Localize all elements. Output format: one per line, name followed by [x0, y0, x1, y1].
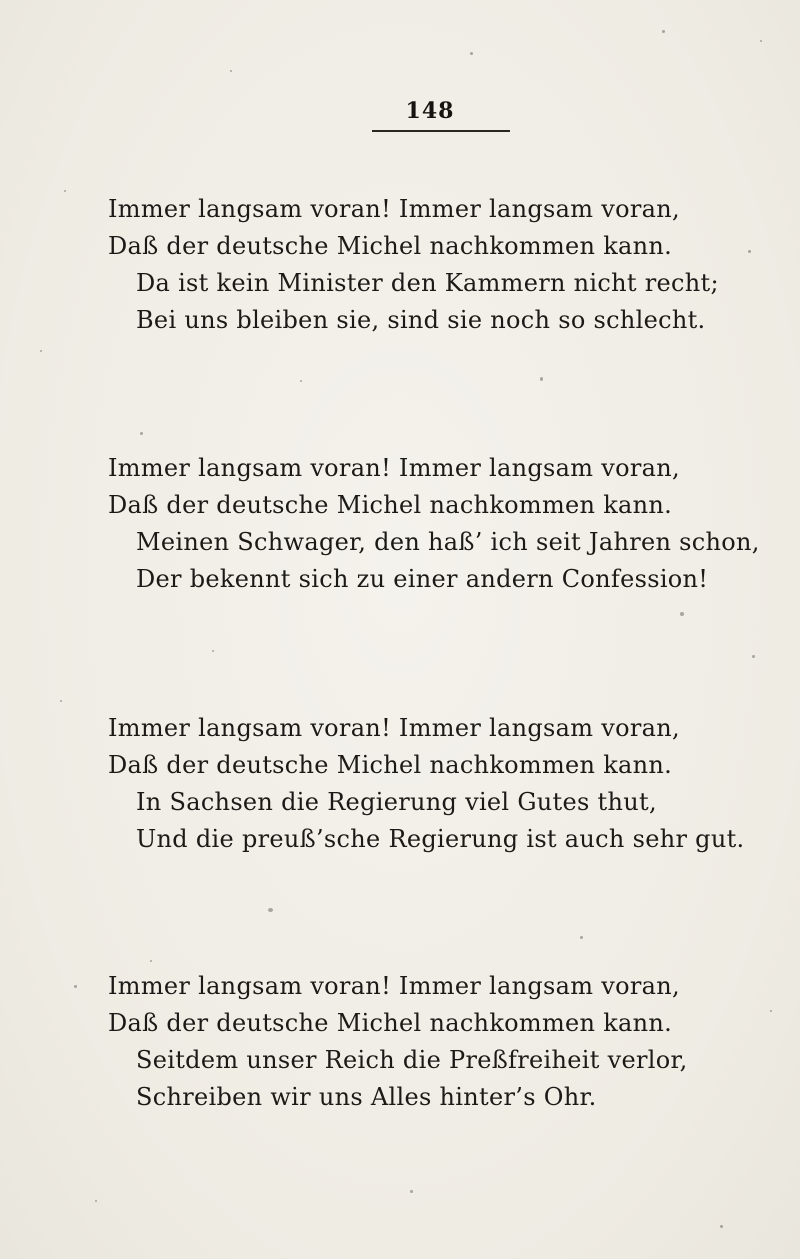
stanza	[108, 710, 778, 858]
paper-speck	[300, 380, 302, 382]
stanza	[108, 450, 778, 598]
stanza	[108, 191, 778, 339]
verse-line: Bei uns bleiben sie, sind sie noch so schlecht.	[136, 306, 706, 334]
paper-speck	[212, 650, 214, 652]
verse-line: Immer langsam voran! Immer langsam voran,	[108, 195, 680, 223]
paper-speck	[268, 908, 273, 912]
verse-line: Seitdem unser Reich die Preßfreiheit verlor,	[136, 1046, 688, 1074]
paper-speck	[410, 1190, 413, 1193]
paper-speck	[40, 350, 42, 352]
verse-line: Immer langsam voran! Immer langsam voran,	[108, 972, 680, 1000]
paper-speck	[140, 432, 143, 435]
paper-speck	[662, 30, 665, 33]
paper-speck	[64, 190, 66, 192]
paper-speck	[470, 52, 473, 55]
page-number: 148	[405, 98, 455, 124]
verse-line: Da ist kein Minister den Kammern nicht recht;	[136, 269, 719, 297]
paper-speck	[230, 70, 232, 72]
verse-line: Immer langsam voran! Immer langsam voran,	[108, 454, 680, 482]
verse-line: Immer langsam voran! Immer langsam voran,	[108, 714, 680, 742]
paper-speck	[95, 1200, 97, 1202]
paper-speck	[720, 1225, 723, 1228]
paper-speck	[150, 960, 152, 962]
page-number-rule	[372, 130, 510, 132]
verse-line: Daß der deutsche Michel nachkommen kann.	[108, 1009, 673, 1037]
paper-speck	[580, 936, 583, 939]
paper-speck	[680, 612, 684, 616]
verse-line: Daß der deutsche Michel nachkommen kann.	[108, 232, 673, 260]
paper-speck	[60, 700, 62, 702]
paper-speck	[752, 655, 755, 658]
paper-speck	[540, 377, 543, 381]
verse-line: Daß der deutsche Michel nachkommen kann.	[108, 751, 673, 779]
verse-line: Schreiben wir uns Alles hinter’s Ohr.	[136, 1083, 597, 1111]
paper-speck	[74, 985, 77, 988]
paper-speck	[760, 40, 762, 42]
verse-line: Der bekennt sich zu einer andern Confession!	[136, 565, 709, 593]
stanza	[108, 968, 778, 1116]
verse-line: Und die preuß’sche Regierung ist auch sehr gut.	[136, 825, 745, 853]
verse-line: In Sachsen die Regierung viel Gutes thut,	[136, 788, 657, 816]
verse-line: Daß der deutsche Michel nachkommen kann.	[108, 491, 673, 519]
verse-line: Meinen Schwager, den haß’ ich seit Jahren schon,	[136, 528, 760, 556]
